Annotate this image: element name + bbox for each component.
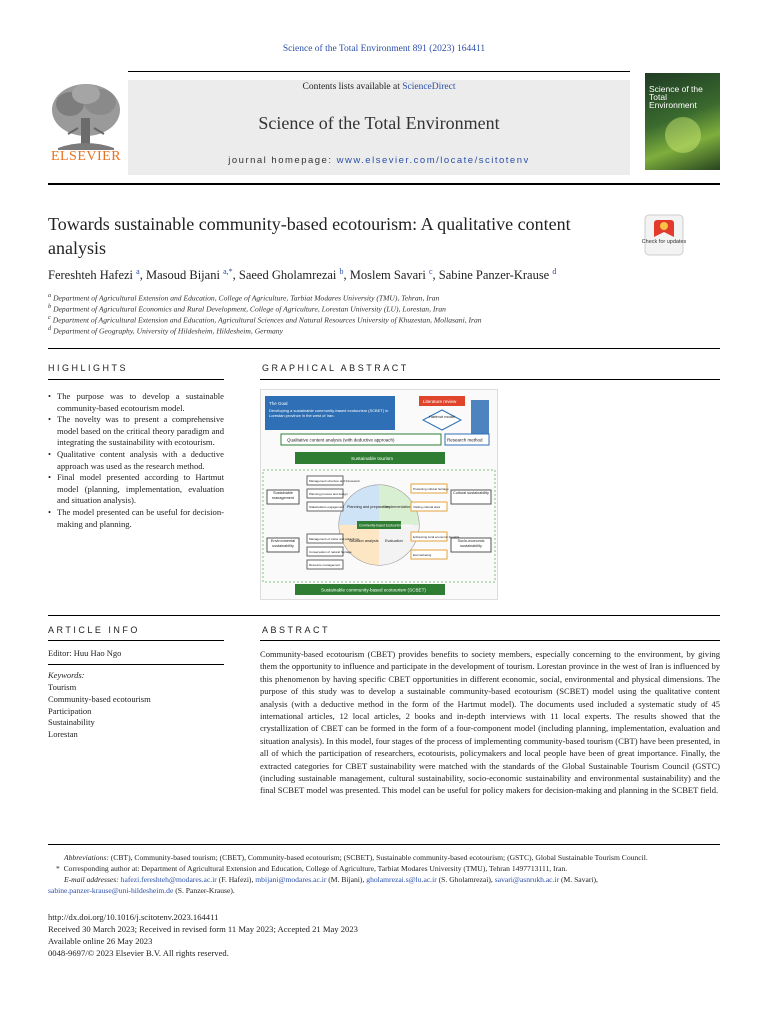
graphical-abstract-rule [260, 379, 720, 380]
stakeholders-label: Stakeholders engagement [309, 505, 345, 509]
author-name[interactable]: Moslem Savari [349, 268, 426, 283]
resource-label: Resource management [309, 563, 341, 567]
copyright: 0048-9697/© 2023 Elsevier B.V. All rights reserved. [48, 948, 229, 958]
email-owner: (F. Hafezi), [218, 875, 254, 884]
email-link[interactable]: gholamrezai.s@lu.ac.ir [366, 875, 437, 884]
goal-label: The Goal [269, 401, 288, 406]
header-rule-top [128, 71, 630, 72]
evaluation-label: Evaluation [385, 539, 403, 543]
affiliation-mark: a [48, 292, 52, 299]
footnote-rule [48, 844, 720, 845]
graphical-abstract-diagram [261, 390, 497, 599]
section-rule [48, 348, 720, 349]
author-affiliation-mark[interactable]: d [552, 267, 557, 276]
highlights-rule [48, 379, 224, 380]
plan-proc-label: Planning process and design [309, 492, 348, 496]
editor-line: Editor: Huu Hao Ngo [48, 648, 122, 658]
abstract-rule [260, 640, 720, 641]
list-item: • The model presented can be useful for decision-making and planning. [48, 507, 224, 530]
hartmut-wrap [426, 414, 458, 428]
homepage-link[interactable]: www.elsevier.com/locate/scitotenv [336, 155, 530, 166]
journal-reference-link[interactable]: Science of the Total Environment 891 (2023) 164411 [282, 44, 486, 54]
article-info-rule [48, 640, 224, 641]
cultural-heritage-label: Protecting cultural heritage [413, 487, 449, 491]
method-label: Qualitative content analysis (with deductive approach) [287, 437, 395, 443]
affiliation [48, 325, 720, 336]
email-owner: (S. Panzer-Krause). [175, 886, 235, 895]
affiliation-text: Department of Agricultural Extension and Education, College of Agriculture, Tarbiat Modares University (TMU), Tehran, Iran [53, 293, 440, 303]
sciencedirect-link[interactable]: ScienceDirect [402, 82, 456, 92]
abbreviations-footnote [48, 852, 744, 863]
economic-benefits-label: Enhancing local economic benefits [413, 535, 460, 539]
cultural-sites-label: Visiting cultural sites [413, 505, 441, 509]
email-link[interactable]: savari@asnrukh.ac.ir [494, 875, 560, 884]
cult-sust-label: Cultural sustainability [453, 491, 489, 495]
highlights-heading: HIGHLIGHTS [48, 363, 129, 373]
literature-review-label: Literature review [423, 399, 457, 404]
ecomarketing-label: Ecomarketing [413, 553, 432, 557]
doi-link[interactable]: http://dx.doi.org/10.1016/j.scitotenv.2023.164411 [48, 912, 219, 922]
situation-quadrant [339, 525, 379, 565]
abbreviations-text: (CBT), Community-based tourism; (CBET), Community-based ecotourism; (SCBET), Sustainable community-based ecotourism; (GSTC), Global Sustainable Tourism Council. [110, 853, 648, 862]
contents-line [128, 82, 630, 92]
header-rule-bottom [48, 183, 720, 185]
visitor-mgmt-label: Management of visitor and attractions [309, 537, 360, 541]
affiliation-text: Department of Agricultural Economics and Rural Development, College of Agriculture, Lorestan University (LU), Lorestan, Iran [53, 304, 446, 314]
hartmut-label: Hartmut model [428, 414, 456, 419]
affiliation-mark: d [48, 325, 52, 332]
email-link[interactable]: hafezi.fereshteh@modares.ac.ir [120, 875, 217, 884]
implementation-label: Implementation [385, 505, 411, 509]
received-dates: Received 30 March 2023; Received in revised form 11 May 2023; Accepted 21 May 2023 [48, 924, 358, 934]
affiliation-mark: c [48, 314, 51, 321]
check-for-updates-icon[interactable] [644, 214, 684, 256]
email-footnote [48, 874, 744, 885]
keyword: Lorestan [48, 729, 78, 740]
research-method-label: Research method [447, 437, 483, 443]
list-item: • The novelty was to present a comprehensive model based on the critical theory paradigm and integrating the sustainability with ecotourism. [48, 414, 224, 449]
affiliation [48, 303, 720, 314]
mgmt-struct-label: Management structure and framework [309, 479, 360, 483]
abstract-text: Community-based ecotourism (CBET) provides benefits to society members, especially concerning to the environment, by giving them the opportunity to influence and participate in the development of tourism. Lorestan province in the west of Iran is influenced by this phenomenon by having specific CBET opportunities in different economic, social, environmental and physical dimensions. The purpose of this study was to develop a sustainable community-based ecotourism (SCBET) model using the qualitative content analysis (with a deductive method in the form of the Hartmut model). The documents used included a systematic study of 45 international articles, 12 local articles, 2 books and in-depth interviews with 11 local experts. The results showed that the crystallization of CBET can be formed in the form of a four-component model (including planning, implementation, evaluation and situation analysis). In this model, four stages of the process of implementing community-based tourism (CBT) have been presented, in all of which the participation of researchers, ecotourists, policymakers and local people have been of great importance. Finally, the extracted categories for CBET sustainability were matched with the standards of the Global Sustainable Tourism Council (GSTC) (including sustainable management, cultural sustainability, socio-economic sustainability and environmental sustainability) and the final SCBET model was presented. This model can be useful for policy makers for decision-making and planning in the SCBET field. [260, 649, 720, 796]
author-name[interactable]: Saeed Gholamrezai [238, 268, 337, 283]
journal-homepage [128, 155, 630, 166]
available-online: Available online 26 May 2023 [48, 936, 153, 946]
affiliation-text: Department of Agricultural Extension and Education, Agricultural Sciences and Natural Resources University of Khuzestan, Mollasani, Iran [52, 315, 482, 325]
keyword: Participation [48, 705, 92, 716]
affiliation-mark: b [48, 303, 52, 310]
affiliation-text: Department of Geography, University of Hildesheim, Hildesheim, Germany [53, 326, 283, 336]
abbreviations-label: Abbreviations: [64, 853, 109, 862]
cbet-center-label: Community-based Ecotourism (CBET) [359, 523, 414, 528]
socio-sust-label: Socio-economic sustainability [457, 539, 485, 548]
author-name[interactable]: Fereshteh Hafezi [48, 268, 134, 283]
elsevier-wordmark: ELSEVIER [50, 149, 122, 164]
affiliation [48, 314, 720, 325]
section-rule [48, 615, 720, 616]
final-model-label: Sustainable community-based ecotourism (SCBET) [321, 587, 426, 593]
email-link[interactable]: mbijani@modares.ac.ir [255, 875, 327, 884]
keywords-list [48, 682, 151, 741]
email-owner: (M. Bijani), [328, 875, 365, 884]
journal-title: Science of the Total Environment [258, 113, 500, 133]
goal-text-wrap [269, 408, 393, 430]
email-label: E-mail addresses: [64, 875, 119, 884]
situation-label: Situation analysis [349, 539, 379, 543]
email-footnote-cont [48, 885, 728, 896]
author-affiliation-mark[interactable]: a,* [223, 267, 233, 276]
graphical-abstract-figure[interactable] [260, 389, 498, 600]
keyword: Sustainability [48, 717, 95, 728]
keyword: Community-based ecotourism [48, 693, 151, 704]
check-for-updates-label[interactable]: Check for updates [641, 239, 687, 245]
author-affiliation-mark[interactable]: c [428, 267, 433, 276]
author-name[interactable]: Sabine Panzer-Krause [438, 268, 550, 283]
sust-mgmt-label: Sustainable management [271, 491, 295, 500]
asterisk-mark: * [56, 864, 64, 873]
goal-text: Developing a sustainable community-based ecotourism (SCBET) in Lorestan province in the west of Iran. [269, 408, 389, 418]
highlights-list [48, 391, 224, 530]
cover-highlight [665, 117, 701, 153]
journal-cover-image[interactable] [645, 73, 720, 170]
keyword: Tourism [48, 682, 77, 692]
author-list: Fereshteh Hafezi $^a$, Masoud Bijani $^{a,*}$, Saeed Gholamrezai $^b$, Moslem Savari $^c$, Sabine Panzer-Krause $^d$ [48, 267, 557, 283]
email-owner: (S. Gholamrezai), [438, 875, 493, 884]
corresponding-footnote [48, 863, 736, 874]
cover-title: Science of the Total Environment [649, 84, 703, 110]
affiliation [48, 292, 720, 303]
homepage-prefix: journal homepage: [228, 155, 337, 166]
email-link[interactable]: sabine.panzer-krause@uni-hildesheim.de [48, 886, 174, 895]
planning-label: Planning and preparation [347, 505, 390, 509]
keywords-rule [48, 664, 224, 665]
email-owner: (M. Savari), [561, 875, 598, 884]
author-affiliation-mark[interactable]: a [136, 267, 140, 276]
article-info-heading: ARTICLE INFO [48, 625, 140, 635]
list-item: • Final model presented according to Hartmut model (planning, implementation, evaluation and situation analysis). [48, 472, 224, 507]
sustainable-tourism-label: Sustainable tourism [351, 457, 394, 462]
keywords-label: Keywords: [48, 670, 85, 680]
list-item: • Qualitative content analysis with a deductive approach was used as the research method. [48, 449, 224, 472]
flow-arrow [471, 400, 489, 436]
conservation-label: Conservation of natural heritage [309, 550, 352, 554]
article-title: Towards sustainable community-based ecotourism: A qualitative content analysis [48, 214, 571, 258]
list-item: • The purpose was to develop a sustainable community-based ecotourism model. [48, 391, 224, 414]
abstract-heading: ABSTRACT [262, 625, 331, 635]
graphical-abstract-heading: GRAPHICAL ABSTRACT [262, 363, 409, 373]
contents-prefix: Contents lists available at [302, 82, 403, 92]
author-affiliation-mark[interactable]: b [339, 267, 344, 276]
env-sust-label: Environmental sustainability [270, 539, 296, 548]
author-name[interactable]: Masoud Bijani [145, 268, 220, 283]
corresponding-text: Corresponding author at: Department of Agricultural Extension and Education, College of Agriculture, Tarbiat Modares University (TMU), Tehran 1497713111, Iran. [63, 864, 568, 873]
